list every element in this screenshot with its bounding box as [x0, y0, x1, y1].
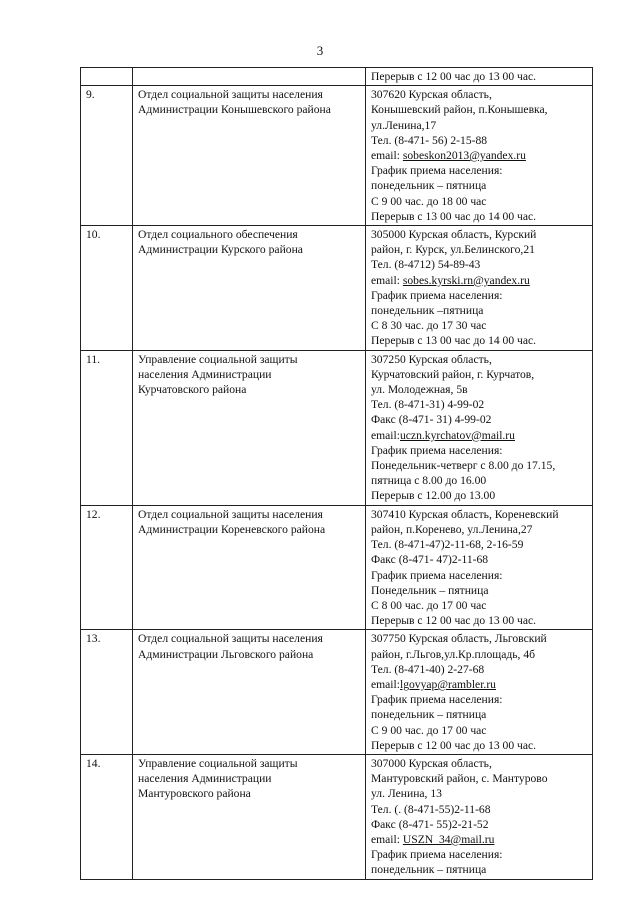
row-number-cell: 13.: [81, 630, 133, 755]
email-link[interactable]: uczn.kyrchatov@mail.ru: [399, 428, 515, 442]
contact-line: Понедельник-четверг с 8.00 до 17.15,: [371, 459, 556, 473]
contact-line: График приема населения:: [371, 693, 503, 707]
contact-line: Тел. (8-471-47)2-11-68, 2-16-59: [371, 538, 524, 552]
table-body: [81, 68, 593, 880]
department-name-line: Управление социальной защиты: [138, 352, 298, 366]
contact-line: 307410 Курская область, Кореневский: [371, 507, 559, 521]
page-number: 3: [316, 43, 324, 58]
department-name-line: Администрации Кореневского района: [138, 522, 326, 536]
contact-line: ул. Ленина, 13: [371, 787, 442, 801]
contact-line: Перерыв с 13 00 час до 14 00 час.: [371, 334, 537, 348]
contact-line: Понедельник – пятница: [371, 583, 489, 597]
contact-line: С 9 00 час. до 17 00 час: [371, 723, 487, 737]
table-row-continued: [81, 68, 593, 86]
row-number-cell: 12.: [81, 505, 133, 630]
email-label: email:: [371, 677, 400, 691]
contact-line: Факс (8-471- 47)2-11-68: [371, 553, 489, 567]
contact-line: Перерыв с 12 00 час до 13 00 час.: [371, 70, 537, 83]
contact-line: 305000 Курская область, Курский: [371, 228, 537, 242]
department-name-line: населения Администрации: [138, 367, 272, 381]
contact-line: Перерыв с 13 00 час до 14 00 час.: [371, 209, 537, 223]
contact-line: Факс (8-471- 31) 4-99-02: [371, 413, 492, 427]
contact-line: 307250 Курская область,: [371, 352, 492, 366]
department-name-line: Отдел социальной защиты населения: [138, 632, 323, 646]
contact-line: Мантуровский район, с. Мантурово: [371, 772, 548, 786]
row-number-cell: 11.: [81, 350, 133, 505]
contact-line: пятница с 8.00 до 16.00: [371, 474, 487, 488]
contact-line: ул. Молодежная, 5в: [371, 383, 468, 397]
contact-line: Тел. (8-471-40) 2-27-68: [371, 662, 485, 676]
contact-cell: [366, 754, 593, 879]
contact-cell: [366, 68, 593, 86]
contact-line: Курчатовский район, г. Курчатов,: [371, 367, 535, 381]
contact-line: Тел. (8-471- 56) 2-15-88: [371, 133, 488, 147]
email-label: email:: [371, 273, 403, 287]
contact-line: Перерыв с 12.00 до 13.00: [371, 489, 496, 503]
contact-line: Факс (8-471- 55)2-21-52: [371, 817, 489, 831]
contact-line: 307750 Курская область, Льговский: [371, 632, 547, 646]
contact-line: район, г. Курск, ул.Белинского,21: [371, 243, 535, 257]
contact-line: район, п.Коренево, ул.Ленина,27: [371, 522, 533, 536]
email-line: [371, 273, 588, 288]
contact-line: район, г.Льгов,ул.Кр.площадь, 4б: [371, 647, 536, 661]
contact-line: понедельник –пятница: [371, 304, 484, 318]
department-name-line: Курчатовского района: [138, 383, 247, 397]
department-name-cell: [133, 630, 366, 755]
contact-line: График приема населения:: [371, 164, 503, 178]
contact-line: 307000 Курская область,: [371, 756, 492, 770]
table-row: [81, 350, 593, 505]
table-row: [81, 86, 593, 226]
email-line: [371, 832, 588, 847]
contact-line: Тел. (8-4712) 54-89-43: [371, 258, 481, 272]
email-label: email:: [371, 832, 403, 846]
row-number-cell: 10.: [81, 226, 133, 351]
contact-cell: [366, 505, 593, 630]
email-link[interactable]: sobeskon2013@yandex.ru: [402, 149, 526, 163]
departments-table: [80, 67, 593, 880]
email-line: [371, 428, 588, 443]
email-label: email:: [371, 149, 403, 163]
row-number-cell: 14.: [81, 754, 133, 879]
department-name-cell: [133, 86, 366, 226]
department-name-line: Отдел социальной защиты населения: [138, 88, 323, 102]
department-name-cell: [133, 350, 366, 505]
department-name-cell: [133, 226, 366, 351]
contact-line: понедельник – пятница: [371, 708, 487, 722]
department-name-line: Администрации Конышевского района: [138, 103, 331, 117]
email-label: email:: [371, 428, 400, 442]
contact-line: понедельник – пятница: [371, 179, 487, 193]
department-name-line: Управление социальной защиты: [138, 756, 298, 770]
contact-line: Конышевский район, п.Конышевка,: [371, 103, 548, 117]
department-name-cell: [133, 754, 366, 879]
contact-line: Тел. (. (8-471-55)2-11-68: [371, 802, 491, 816]
email-link[interactable]: lgovyap@rambler.ru: [399, 677, 496, 691]
email-link[interactable]: sobes.kyrski.rn@yandex.ru: [402, 273, 530, 287]
table-row: [81, 630, 593, 755]
contact-line: Перерыв с 12 00 час до 13 00 час.: [371, 614, 537, 628]
table-row: [81, 505, 593, 630]
contact-line: С 9 00 час. до 18 00 час: [371, 194, 487, 208]
contact-cell: [366, 630, 593, 755]
contact-line: 307620 Курская область,: [371, 88, 492, 102]
department-name-line: Администрации Льговского района: [138, 647, 314, 661]
contact-line: График приема населения:: [371, 568, 503, 582]
contact-line: С 8 30 час. до 17 30 час: [371, 319, 487, 333]
contact-line: Перерыв с 12 00 час до 13 00 час.: [371, 738, 537, 752]
row-number-cell: [81, 68, 133, 86]
contact-line: График приема населения:: [371, 443, 503, 457]
department-name-cell: [133, 505, 366, 630]
table-row: [81, 754, 593, 879]
email-line: [371, 148, 588, 163]
contact-line: ул.Ленина,17: [371, 118, 437, 132]
contact-cell: [366, 350, 593, 505]
department-name-cell: [133, 68, 366, 86]
contact-line: понедельник – пятница: [371, 863, 487, 877]
contact-cell: [366, 226, 593, 351]
department-name-line: Отдел социального обеспечения: [138, 228, 298, 242]
department-name-line: населения Администрации: [138, 772, 272, 786]
department-name-line: Мантуровского района: [138, 787, 251, 801]
contact-cell: [366, 86, 593, 226]
department-name-line: Администрации Курского района: [138, 243, 303, 257]
email-line: [371, 677, 588, 692]
table-row: [81, 226, 593, 351]
contact-line: График приема населения:: [371, 288, 503, 302]
row-number-cell: 9.: [81, 86, 133, 226]
department-name-line: Отдел социальной защиты населения: [138, 507, 323, 521]
contact-line: График приема населения:: [371, 848, 503, 862]
contact-line: С 8 00 час. до 17 00 час: [371, 598, 487, 612]
email-link[interactable]: USZN_34@mail.ru: [402, 832, 495, 846]
contact-line: Тел. (8-471-31) 4-99-02: [371, 398, 485, 412]
